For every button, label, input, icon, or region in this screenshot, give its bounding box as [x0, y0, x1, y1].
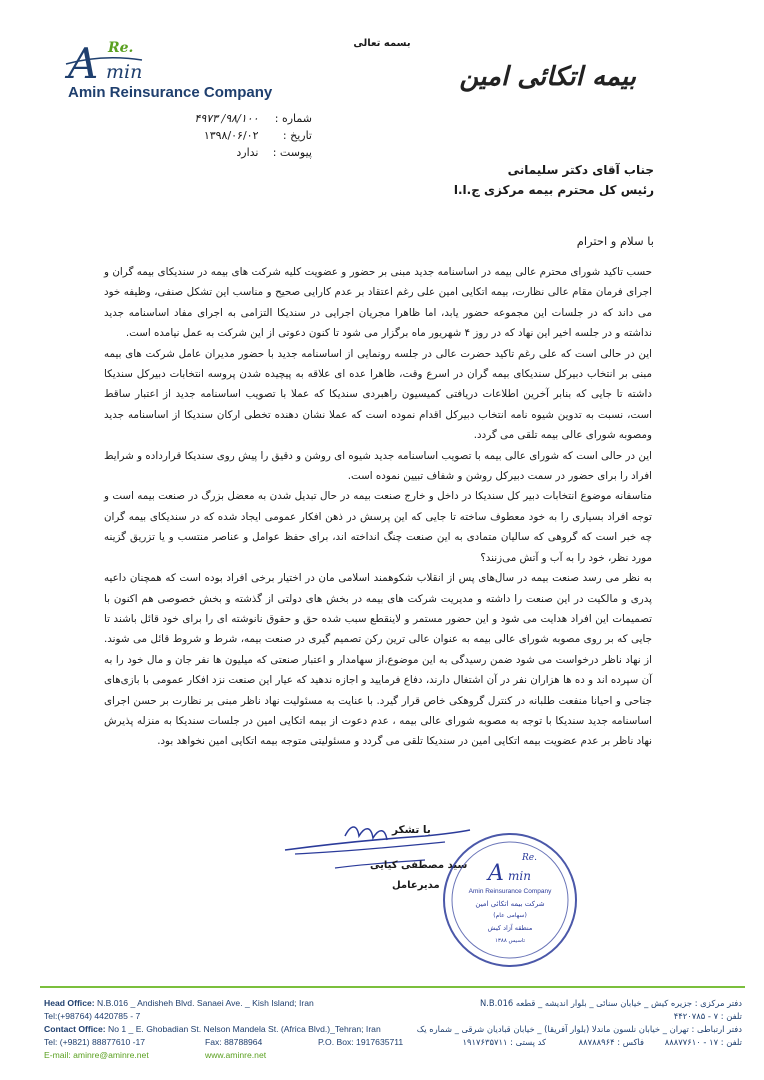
attachment-label: پیوست : [272, 146, 312, 159]
footer-head-office [44, 998, 314, 1008]
footer-divider [40, 986, 745, 988]
footer-tel-contact: Tel: (+9821) 88877610 -17 [44, 1037, 146, 1047]
body-paragraph: به نظر می رسد صنعت بیمه در سال‌های پس از انقلاب شکوهمند اسلامی مان در اختیار برخی افراد بوده است که همچنان داعیه پدری و مالکیت در این صنعت را داشته و مدیریت شرکت های بیمه در بخش های دولتی از گذشته و بخش خصوصی هم اکنون با تصمیمات این افراد هدایت می شود و این حضور مستمر و لاینقطع سبب شده حق و حقوق نانوشته ای را برای خود قائل باشند تا جایی که بر روی مصوبه شورای عالی بیمه به عنوان عالی ترین رکن تصمیم گیری در صنعت بیمه، شرط و شروط قائل می شوند. از نهاد ناظر درخواست می شود ضمن رسیدگی به این موضوع،از سهامدار و اعتبار صنعتی که میلیون ها نفر جان و مال خود را به آن سپرده اند و ده ها هزاران نفر در آن اشتغال دارند، دفاع فرمایید و اجازه ندهید که عیار این صنعت نزد افکار عمومی با بازی‌های جناحی و احیانا منفعت طلبانه در کنترل گروهکی خاص قرار گیرد. با عنایت به مسئولیت نهاد ناظر مبنی بر نظارت بر حسن اجرای اساسنامه جدید سندیکا با توجه به مصوبه شورای عالی بیمه ، عدم دعوت از بیمه اتکایی امین در جلسات سندیکا به منزله پذیرش نهاد ناظر بر عدم عضویت بیمه اتکایی امین در سندیکا تلقی می گردد و مسئولیتی متوجه بیمه اتکایی امین نخواهد بود. [104, 572, 652, 748]
body-paragraph: متاسفانه موضوع انتخابات دبیر کل سندیکا در داخل و خارج صنعت بیمه در حال تبدیل شدن به معضل بزرگ در صنعت بیمه است و توجه افراد بسیاری را به خود معطوف ساخته تا جایی که این پرسش در ذهن افکار عمومی ایجاد شده که در سندیکای بیمه گران چه خبر است که گروهی که سالیان متمادی به این صنعت چنگ انداخته اند، برای حفظ عوامل و عناصر منتسب و یا تزریق گزینه مورد نظر، خود را به آب و آتش می‌زنند؟ [104, 490, 652, 564]
greeting: با سلام و احترام [576, 234, 654, 248]
footer-email[interactable]: E-mail: aminre@aminre.net [44, 1050, 149, 1060]
footer-fa-fax: فاکس : ۸۸۷۸۸۹۶۴ [578, 1037, 644, 1047]
logo-min: min [106, 61, 143, 83]
stamp-zone: منطقه آزاد کیش [487, 924, 533, 932]
footer-fa-tel-contact: تلفن : ۱۷ - ۸۸۸۷۷۶۱۰ [664, 1037, 742, 1047]
company-name-fa-logo: بیمه اتکائی امین [459, 62, 636, 92]
footer-fax: Fax: 88788964 [205, 1037, 263, 1047]
stamp-established: تاسیس ۱۳۸۸ [494, 938, 526, 944]
stamp-min: min [508, 869, 531, 883]
footer-tel-head: Tel:(+98764) 4420785 - 7 [44, 1011, 141, 1021]
stamp-mark: A [488, 861, 504, 886]
stamp-company-fa: شرکت بیمه اتکائی امین [475, 900, 545, 908]
footer-fa-head-office: دفتر مرکزی : جزیره کیش _ خیابان سنائی _ بلوار اندیشه _ قطعه N.B.016 [479, 998, 742, 1008]
head-office-address: N.B.016 _ Andisheh Blvd. Sanaei Ave. _ Kish Island; Iran [97, 998, 314, 1008]
body-paragraph: این در حالی است که علی رغم تاکید حضرت عالی در جلسه رونمایی از اساسنامه جدید با حضور مدیران عامل شرکت های بیمه مبنی بر انتخاب دبیرکل سندیکای بیمه گران در اسرع وقت، ظاهرا عده ای علاقه به پیچیده شدن پروسه انتخابات دبیرکل سندیکا داشته تا جایی که بنابر آخرین اطلاعات دریافتی کمیسیون راهبردی سندیکا که عملا با تصویب اساسنامه جدید از اعتبار ساقط است، نسبت به تدوین شیوه نامه انتخاب دبیرکل اقدام نموده است که عملا نشان دهنده تخطی ارکان سندیکا از اساسنامه جدید ومصوبه شورای عالی بیمه تلقی می گردد. [104, 347, 652, 442]
footer-fa-contact-office: دفتر ارتباطی : تهران _ خیابان نلسون ماندلا (بلوار آفریقا) _ خیابان قبادیان شرقی _ شماره یک [416, 1024, 742, 1034]
date-value: ۱۳۹۸/۰۶/۰۲ [203, 129, 259, 142]
letter-number [194, 111, 312, 126]
date-label: تاریخ : [282, 129, 312, 142]
footer-fa-tel-head: تلفن : ۷ - ۴۴۲۰۷۸۵ [673, 1011, 742, 1021]
contact-office-label: Contact Office: [44, 1024, 106, 1034]
footer-fa-postal: کد پستی : ۱۹۱۷۶۳۵۷۱۱ [462, 1037, 546, 1047]
recipient-title: رئیس کل محترم بیمه مرکزی ج.ا.ا [453, 183, 654, 197]
footer-pobox: P.O. Box: 1917635711 [318, 1037, 404, 1047]
letter-attachment [236, 145, 312, 160]
number-label: شماره : [274, 112, 312, 125]
bismillah-heading: بسمه تعالی [353, 38, 411, 49]
number-value: ۹۸/۱۰۰/ ۴۹۷۳ [194, 112, 259, 125]
company-stamp [440, 830, 580, 970]
signatory-name: سید مصطفی کیایی [370, 860, 468, 871]
body-paragraph: حسب تاکید شورای محترم عالی بیمه در اساسنامه جدید مبنی بر حضور و عضویت کلیه شرکت های بیمه در سندیکای بیمه گران و اجرای فرمان مقام عالی نظارت، بیمه اتکایی امین علی رغم اعتقاد بر عدم کارایی صحیح و مناسب این تشکل صنفی، وظیفه خود می داند که در جلسات این مجموعه حضور یابد، اما ظاهرا مجریان اجرایی در سندیکا التزامی به اجرای مفاد اساسنامه جدید نداشته و در جلسه اخیر این نهاد که در روز ۴ شهریور ماه برگزار می شود تا کنون دعوتی از این شرکت به عمل نیامده است. [104, 266, 652, 340]
contact-office-address: No 1 _ E. Ghobadian St. Nelson Mandela St. (Africa Blvd.)_Tehran; Iran [107, 1024, 381, 1034]
footer-contact-office [44, 1024, 381, 1034]
attachment-value: ندارد [236, 146, 259, 159]
stamp-company-en: Amin Reinsurance Company [468, 888, 552, 895]
stamp-type: (سهامی عام) [493, 912, 527, 919]
head-office-label: Head Office: [44, 998, 95, 1008]
recipient-name: جناب آقای دکتر سلیمانی [507, 163, 654, 177]
logo-re: Re. [108, 40, 134, 56]
stamp-re: Re. [522, 853, 537, 863]
footer-website[interactable]: www.aminre.net [205, 1050, 267, 1060]
company-name-en: Amin Reinsurance Company [68, 84, 273, 101]
signatory-title: مدیرعامل [392, 880, 440, 891]
body-paragraph: این در حالی است که شورای عالی بیمه با تصویب اساسنامه جدید شیوه ای روشن و دقیق را پیش روی سندیکا قرارداده و شرایط افراد را برای حضور در سمت دبیرکل روشن و شفاف تبیین نموده است. [104, 449, 652, 483]
logo-mark: A [68, 39, 99, 88]
letter-body [104, 262, 652, 752]
letter-date [204, 128, 312, 143]
signature-closing: با تشکر [392, 824, 431, 836]
